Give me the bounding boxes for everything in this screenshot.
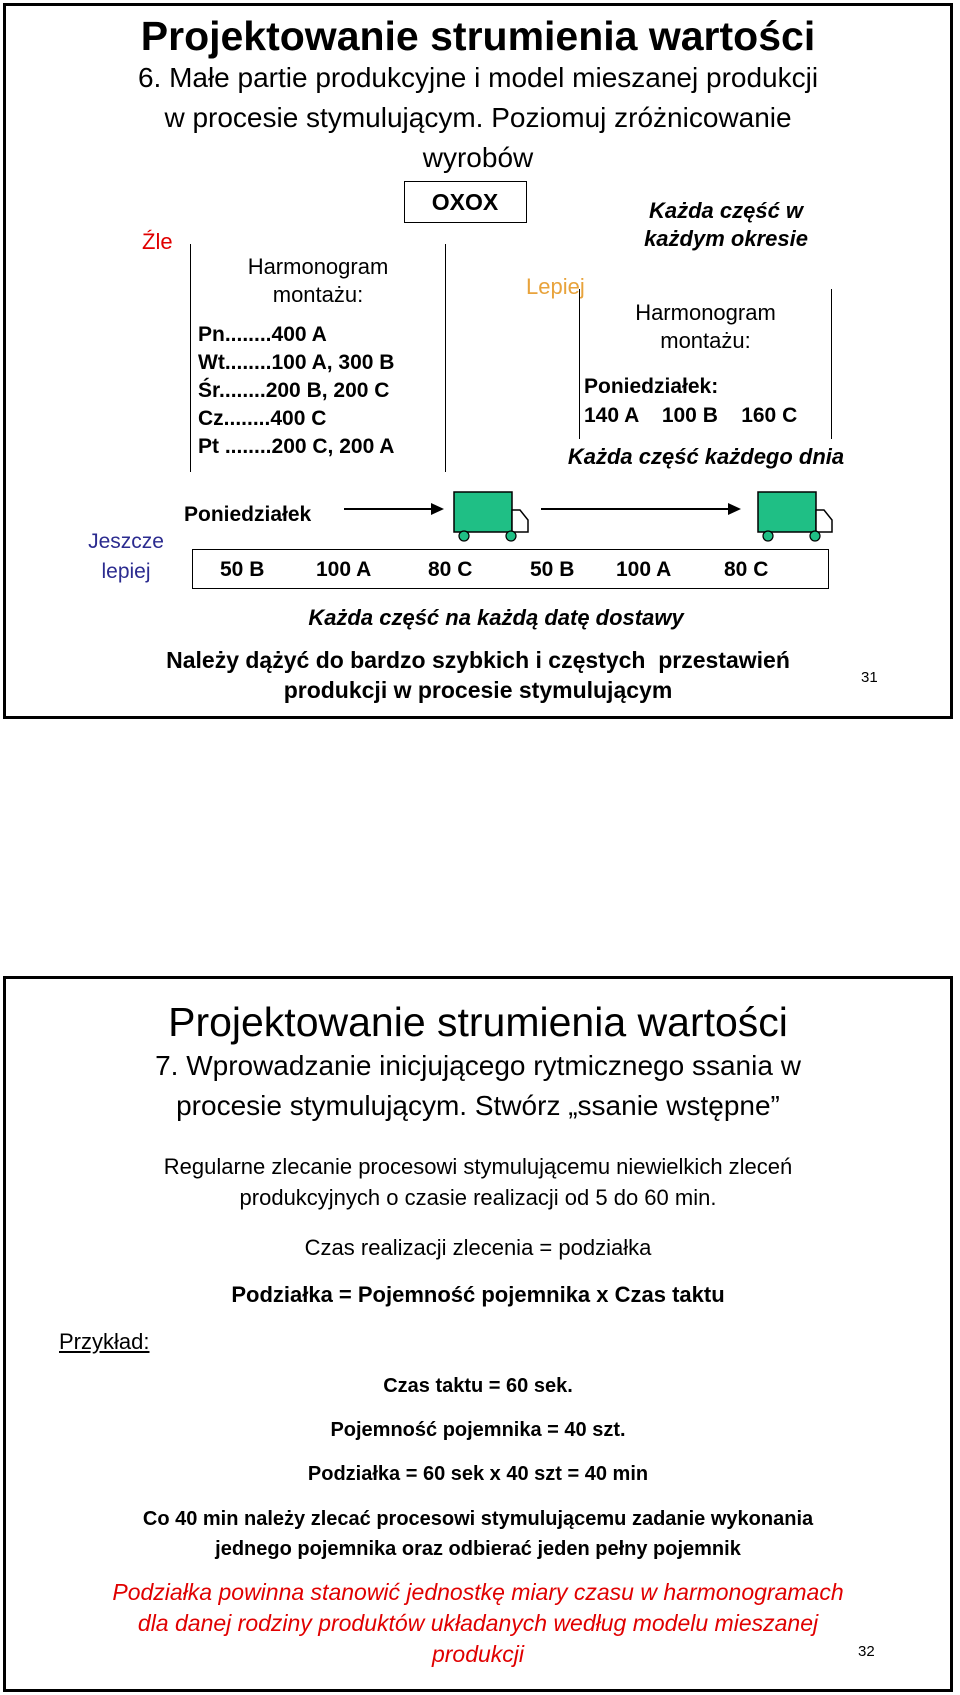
zle-row: Pn........400 A: [198, 323, 327, 346]
subtitle-line2-rest: Poziomuj zróżnicowanie: [483, 102, 792, 133]
zle-row: Wt........100 A, 300 B: [198, 351, 395, 374]
arrow-icon: [541, 503, 741, 515]
sequence-item: 50 B: [530, 558, 575, 581]
example-line3: Podziałka = 60 sek x 40 szt = 40 min: [307, 1463, 649, 1485]
truck-icon: [758, 492, 832, 541]
rule-line2: jednego pojemnika oraz odbierać jeden pełny pojemnik: [215, 1538, 741, 1560]
page-number: 32: [858, 1643, 875, 1660]
sequence-item: 100 A: [316, 558, 372, 581]
lepiej-heading1: Harmonogram: [635, 300, 776, 325]
description-line2: produkcyjnych o czasie realizacji od 5 do 60 min.: [239, 1185, 717, 1210]
lepiej-label: Lepiej: [526, 274, 585, 299]
lepiej-day: Poniedziałek:: [584, 375, 719, 398]
jeszcze-day: Poniedziałek: [184, 503, 312, 526]
red-note-line1: Podziałka powinna stanowić jednostkę miary czasu w harmonogramach: [112, 1579, 844, 1605]
red-note-line2: dla danej rodziny produktów układanych według modelu mieszanej: [137, 1610, 819, 1636]
page-number: 31: [861, 669, 878, 686]
arrows-and-trucks: [6, 6, 950, 566]
jeszcze-label1: Jeszcze: [88, 530, 164, 553]
slide-32: [3, 976, 953, 1692]
example-label: Przykład:: [59, 1329, 150, 1354]
example-line2: Pojemność pojemnika = 40 szt.: [330, 1419, 626, 1441]
lepiej-note-top1: Każda część w: [648, 198, 804, 223]
conclusion-line2: produkcji w procesie stymulującym: [283, 677, 673, 703]
lepiej-heading2: montażu:: [660, 328, 751, 353]
slide-title: Projektowanie strumienia wartości: [168, 999, 788, 1045]
formula-line2: Podziałka = Pojemność pojemnika x Czas taktu: [231, 1282, 725, 1307]
subtitle-line2: procesie stymulującym. Stwórz „ssanie wstępne”: [176, 1090, 780, 1121]
lepiej-values: 140 A 100 B 160 C: [584, 404, 798, 427]
arrow-icon: [344, 503, 444, 515]
zle-row: Pt ........200 C, 200 A: [198, 435, 395, 458]
truck-icon: [454, 492, 528, 541]
zle-row: Cz........400 C: [198, 407, 327, 430]
zle-label: Źle: [142, 229, 173, 254]
sequence-item: 80 C: [428, 558, 473, 581]
sequence-item: 100 A: [616, 558, 672, 581]
jeszcze-note: Każda część na każdą datę dostawy: [308, 605, 684, 630]
subtitle-line3: wyrobów: [422, 142, 534, 173]
rule-line1: Co 40 min należy zlecać procesowi stymulującemu zadanie wykonania: [142, 1508, 814, 1530]
red-note-line3: produkcji: [431, 1641, 525, 1667]
subtitle-line2-bold: w procesie stymulującym.: [164, 102, 484, 133]
lepiej-note-top2: każdym okresie: [644, 226, 808, 251]
zle-heading2: montażu:: [272, 282, 364, 307]
jeszcze-label2: lepiej: [101, 560, 151, 583]
subtitle-line1: 6. Małe partie produkcyjne i model mieszanej produkcji: [137, 62, 819, 93]
example-line1: Czas taktu = 60 sek.: [383, 1375, 573, 1397]
oxox-label: OXOX: [431, 189, 499, 215]
formula-line1: Czas realizacji zlecenia = podziałka: [304, 1235, 652, 1260]
description-line1: Regularne zlecanie procesowi stymulującemu niewielkich zleceń: [163, 1154, 793, 1179]
subtitle-line1: 7. Wprowadzanie inicjującego rytmicznego ssania w: [155, 1050, 801, 1081]
sequence-item: 80 C: [724, 558, 769, 581]
slide-31: [3, 3, 953, 719]
conclusion-line1: Należy dążyć do bardzo szybkich i częstych przestawień: [166, 647, 790, 673]
zle-row: Śr........200 B, 200 C: [198, 379, 390, 402]
sequence-item: 50 B: [220, 558, 265, 581]
lepiej-note-bottom: Każda część każdego dnia: [567, 444, 845, 469]
zle-heading1: Harmonogram: [247, 254, 389, 279]
slide-title: Projektowanie strumienia wartości: [140, 13, 816, 59]
